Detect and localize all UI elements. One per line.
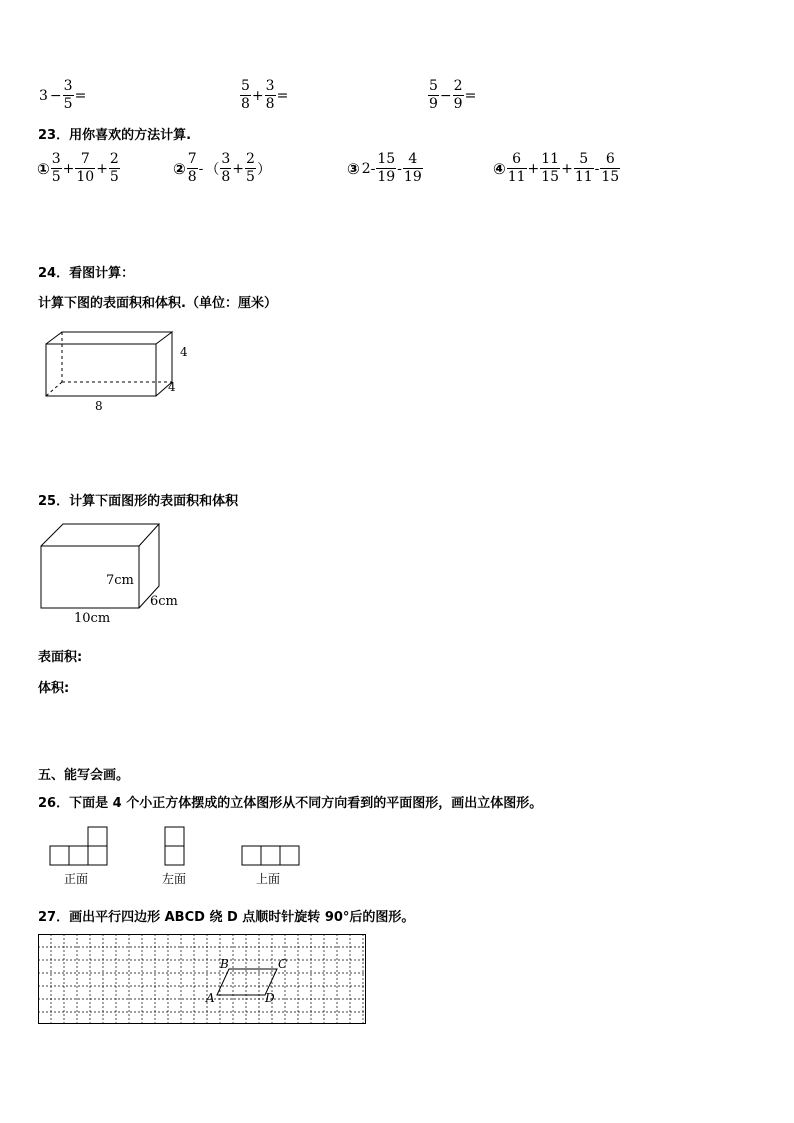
q23-problem-3: ③ 2- $\frac{15}{19}$ - $\frac{4}{19}$	[347, 151, 422, 185]
point-b-label: B	[220, 957, 229, 971]
point-d-label: D	[265, 991, 275, 1005]
cuboid-diagram-25	[36, 520, 196, 628]
fraction: $\frac{11}{15}$	[541, 151, 560, 185]
view-label-front: 正面	[64, 872, 89, 886]
rotation-grid	[38, 934, 368, 1026]
fraction: $\frac{3}{5}$	[51, 151, 61, 185]
fraction: $\frac{7}{10}$	[76, 151, 95, 185]
fraction: $\frac{5}{11}$	[574, 151, 593, 185]
expr-five-eighths-plus-three-eighths: $\frac{5}{8}$ + $\frac{3}{8}$ =	[241, 78, 289, 112]
view-label-top: 上面	[256, 872, 281, 886]
expr-3-minus-three-fifths: 3 − $\frac{3}{5}$ =	[39, 78, 87, 112]
expr-five-ninths-minus-two-ninths: $\frac{5}{9}$ − $\frac{2}{9}$ =	[429, 78, 477, 112]
height-label: 4	[180, 345, 188, 359]
fraction: $\frac{2}{9}$	[453, 78, 463, 112]
depth-label: 6cm	[150, 594, 178, 609]
fraction: $\frac{3}{8}$	[265, 78, 275, 112]
question-23-title: 23．用你喜欢的方法计算.	[38, 128, 192, 143]
height-label: 7cm	[106, 573, 134, 588]
section-5-title: 五、能写会画。	[38, 768, 130, 783]
fraction: $\frac{3}{8}$	[221, 151, 231, 185]
length-label: 10cm	[74, 611, 111, 626]
fraction: $\frac{7}{8}$	[187, 151, 197, 185]
view-label-left: 左面	[162, 872, 187, 886]
fraction: $\frac{2}{5}$	[109, 151, 119, 185]
circled-four-mark: ④	[493, 159, 506, 178]
q23-problem-4: ④ $\frac{6}{11}$ + $\frac{11}{15}$ + $\frac{5}{11}$ - $\frac{6}{15}$	[493, 151, 620, 185]
question-25-title: 25．计算下面图形的表面积和体积	[38, 494, 239, 509]
length-label: 8	[95, 399, 103, 413]
fraction: $\frac{6}{15}$	[601, 151, 620, 185]
circled-three-mark: ③	[347, 159, 360, 178]
fraction: $\frac{5}{8}$	[241, 78, 250, 112]
fraction: $\frac{6}{11}$	[507, 151, 526, 185]
depth-label: 4	[168, 380, 176, 394]
fraction: $\frac{2}{5}$	[246, 151, 255, 185]
point-c-label: C	[278, 957, 288, 971]
dotted-grid	[38, 934, 366, 1024]
circled-two-mark: ②	[173, 159, 186, 178]
question-24-instruction: 计算下图的表面积和体积.（单位：厘米）	[38, 296, 277, 311]
front-view	[50, 827, 107, 865]
cuboid-diagram-24	[40, 330, 200, 414]
volume-label: 体积:	[38, 681, 70, 696]
question-24-title: 24．看图计算：	[38, 266, 135, 281]
fraction: $\frac{5}{9}$	[429, 78, 438, 112]
fraction: $\frac{15}{19}$	[377, 151, 396, 185]
top-view	[242, 846, 299, 865]
q23-problem-2: ② $\frac{7}{8}$ - （ $\frac{3}{8}$ + $\frac{2}{5}$ ）	[173, 151, 271, 185]
question-26-title: 26．下面是 4 个小正方体摆成的立体图形从不同方向看到的平面图形，画出立体图形。	[38, 796, 543, 811]
fraction: $\frac{4}{19}$	[403, 151, 422, 185]
question-27-title: 27．画出平行四边形 ABCD 绕 D 点顺时针旋转 90°后的图形。	[38, 910, 415, 925]
surface-area-label: 表面积:	[38, 650, 83, 665]
fraction: $\frac{3}{5}$	[63, 78, 73, 112]
q23-problem-1: ① $\frac{3}{5}$ + $\frac{7}{10}$ + $\frac{2}{5}$	[37, 151, 119, 185]
left-view	[165, 827, 184, 865]
circled-one-mark: ①	[37, 159, 50, 178]
point-a-label: A	[206, 991, 215, 1005]
